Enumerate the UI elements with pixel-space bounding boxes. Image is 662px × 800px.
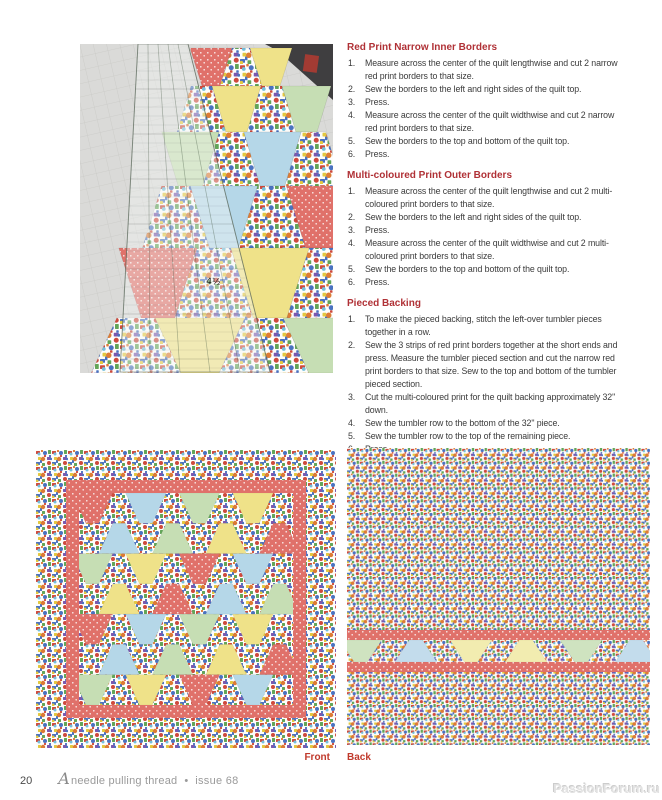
step-item: Measure across the center of the quilt lengthwise and cut 2 multi-coloured print borders to that size. [365, 186, 613, 209]
process-photo-image [80, 44, 333, 373]
step-item: Press. [365, 225, 390, 235]
magazine-name: needle pulling thread [71, 775, 178, 787]
magazine-title [58, 769, 177, 788]
page-number: 20 [20, 775, 33, 787]
step-item: Measure across the center of the quilt lengthwise and cut 2 narrow red print borders to that size. [365, 58, 618, 81]
magazine-initial: A [58, 769, 71, 788]
front-quilt-image [36, 450, 336, 748]
section-multicoloured-outer-borders [347, 170, 619, 289]
back-caption: Back [347, 752, 371, 763]
issue-number: issue 68 [195, 775, 239, 787]
step-list [347, 185, 619, 289]
footer-separator: • [184, 775, 189, 787]
watermark: PassionForum.ru [553, 781, 660, 796]
front-quilt-photo [36, 450, 336, 748]
step-item: Sew the tumbler row to the bottom of the 32" piece. [365, 418, 560, 428]
step-item: Sew the borders to the left and right sides of the quilt top. [365, 212, 582, 222]
back-quilt-photo [347, 448, 650, 745]
step-item: Sew the 3 strips of red print borders together at the short ends and press. Measure the tumbler pieced section and cut the narrow red print borders to that size. Sew to the top and bottom of the tumbler pieced section. [365, 340, 618, 389]
step-list [347, 57, 619, 161]
section-pieced-backing [347, 298, 619, 456]
front-caption: Front [304, 752, 330, 763]
page-footer [20, 769, 239, 788]
process-photo [80, 44, 333, 373]
step-item: Cut the multi-coloured print for the quilt backing approximately 32" down. [365, 392, 616, 415]
step-item: Sew the borders to the top and bottom of the quilt top. [365, 264, 570, 274]
section-red-print-inner-borders [347, 42, 619, 161]
section-heading: Red Print Narrow Inner Borders [347, 42, 498, 53]
back-quilt-image [347, 448, 650, 745]
step-item: Measure across the center of the quilt widthwise and cut 2 narrow red print borders to that size. [365, 110, 615, 133]
section-heading: Pieced Backing [347, 298, 421, 309]
step-item: Press. [365, 149, 390, 159]
section-heading: Multi-coloured Print Outer Borders [347, 170, 513, 181]
svg-text:4½: 4½ [205, 277, 221, 289]
step-item: Sew the borders to the top and bottom of the quilt top. [365, 136, 570, 146]
step-list [347, 313, 619, 456]
step-item: Press. [365, 277, 390, 287]
instructions-column [347, 40, 619, 456]
step-item: Press. [365, 97, 390, 107]
step-item: Sew the borders to the left and right sides of the quilt top. [365, 84, 582, 94]
step-item: Sew the tumbler row to the top of the remaining piece. [365, 431, 571, 441]
step-item: Measure across the center of the quilt widthwise and cut 2 multi-coloured print borders to that size. [365, 238, 609, 261]
step-item: To make the pieced backing, stitch the left-over tumbler pieces together in a row. [365, 314, 602, 337]
